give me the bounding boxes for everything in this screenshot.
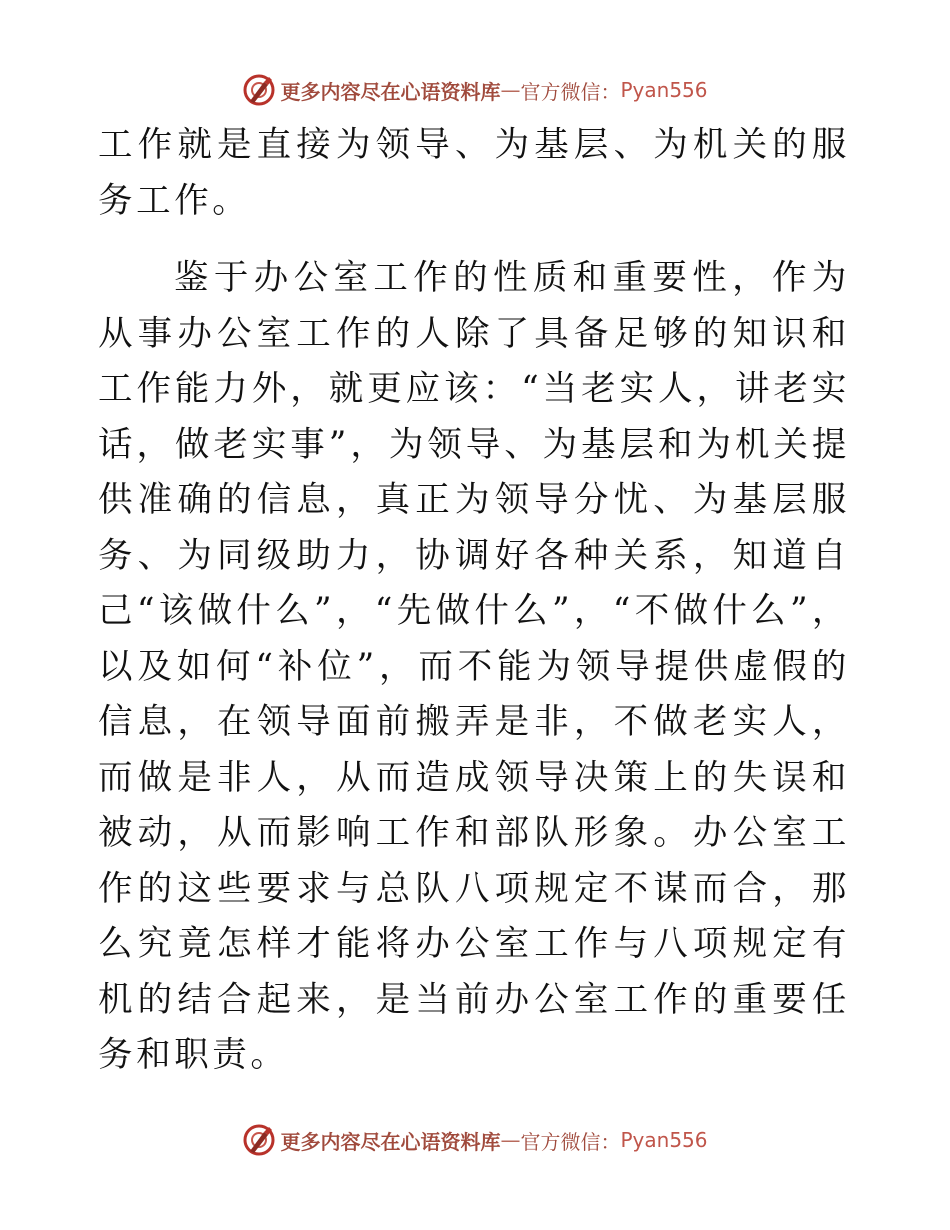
banner-wechat-label: 官方微信：: [520, 79, 621, 104]
header-banner: [0, 70, 950, 110]
pen-logo-icon: [242, 73, 276, 107]
paragraph-1: 工作就是直接为领导、为基层、为机关的服务工作。: [98, 125, 850, 221]
document-body: [98, 118, 850, 1084]
paragraph-2: 鉴于办公室工作的性质和重要性，作为从事办公室工作的人除了具备足够的知识和工作能力外，就更应该：“当老实人，讲老实话，做老实事”，为领导、为基层和为机关提供准确的信息，真正为领导分忧、为基层服务、为同级助力，协调好各种关系，知道自己“该做什么”，“先做什么”，“不做什么”，以及如何“补位”，而不能为领导提供虚假的信息，在领导面前搬弄是非，不做老实人，而做是非人，从而造成领导决策上的失误和被动，从而影响工作和部队形象。办公室工作的这些要求与总队八项规定不谋而合，那么究竟怎样才能将办公室工作与八项规定有机的结合起来，是当前办公室工作的重要任务和职责。: [98, 258, 850, 1075]
banner-wechat-id: Pyan556: [620, 1128, 708, 1152]
footer-banner: [0, 1120, 950, 1160]
pen-logo-icon: [242, 1123, 276, 1157]
banner-dash: —: [500, 78, 521, 102]
banner-wechat-label: 官方微信：: [520, 1129, 621, 1154]
banner-main-text: 更多内容尽在心语资料库: [280, 79, 501, 104]
banner-dash: —: [500, 1128, 521, 1152]
banner-wechat-id: Pyan556: [620, 78, 708, 102]
banner-main-text: 更多内容尽在心语资料库: [280, 1129, 501, 1154]
